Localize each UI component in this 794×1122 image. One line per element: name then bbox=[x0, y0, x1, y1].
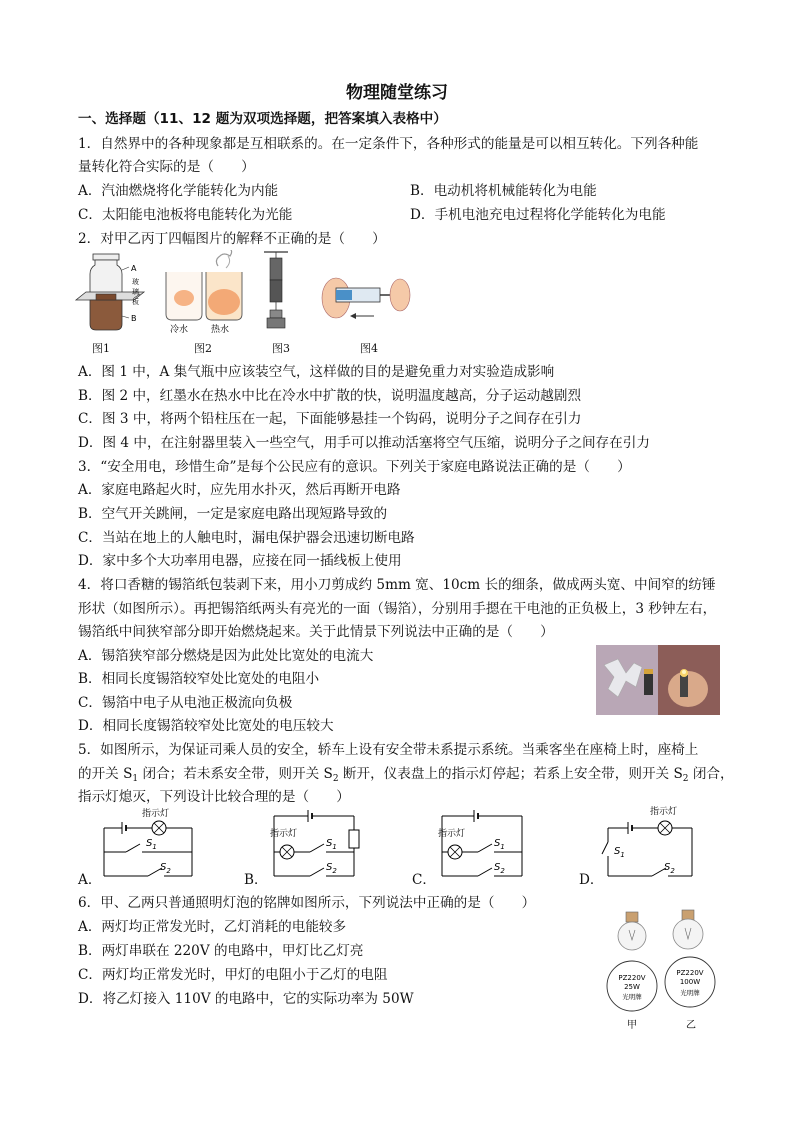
q6-option-c: C．两灯均正常发光时，甲灯的电阻小于乙灯的电阻 bbox=[78, 967, 388, 983]
q4-option-c: C．锡箔中电子从电池正极流向负极 bbox=[78, 695, 293, 711]
switch-s1: $S_1$ bbox=[146, 838, 157, 851]
switch-s1: $S_1$ bbox=[326, 838, 337, 851]
q2-option-d: D．图 4 中，在注射器里装入一些空气，用手可以推动活塞将空气压缩，说明分子之间存在引力 bbox=[78, 435, 650, 451]
fig1-caption: 图1 bbox=[92, 342, 110, 355]
bulb1-power: 25W bbox=[624, 983, 640, 991]
q6-option-a: A．两灯均正常发光时，乙灯消耗的电能较多 bbox=[78, 919, 347, 935]
q5-stem-line1: 5．如图所示，为保证司乘人员的安全，轿车上设有安全带未系提示系统。当乘客坐在座椅上时，座椅上 bbox=[78, 742, 699, 758]
switch-s2: $S_2$ bbox=[160, 862, 171, 875]
fig1-label-a: A bbox=[131, 264, 137, 273]
q2-option-a: A．图 1 中，A 集气瓶中应该装空气，这样做的目的是避免重力对实验造成影响 bbox=[78, 364, 555, 380]
lamp-label: 指示灯 bbox=[438, 829, 466, 839]
q4-option-d: D．相同长度锡箔较窄处比宽处的电压较大 bbox=[78, 718, 334, 734]
switch-s1: $S_1$ bbox=[494, 838, 505, 851]
fig1-glass-label-1: 玻 bbox=[132, 278, 139, 286]
q4-option-b: B．相同长度锡箔较窄处比宽处的电阻小 bbox=[78, 671, 320, 687]
circuit-a bbox=[98, 806, 198, 882]
page-title: 物理随堂练习 bbox=[346, 83, 448, 103]
q6-option-d: D．将乙灯接入 110V 的电路中，它的实际功率为 50W bbox=[78, 991, 414, 1007]
q6-bulbs bbox=[600, 906, 730, 1036]
bulb2-brand: 光明牌 bbox=[680, 989, 700, 997]
q4-stem-line3: 锡箔纸中间狭窄部分即开始燃烧起来。关于此情景下列说法中正确的是（ ） bbox=[78, 624, 554, 640]
q1-option-d: D．手机电池充电过程将化学能转化为电能 bbox=[410, 207, 666, 223]
q5-option-b-label: B． bbox=[244, 872, 268, 888]
fig2-cold-label: 冷水 bbox=[170, 325, 189, 335]
fig3-lead-cylinders bbox=[264, 252, 288, 328]
q1-stem-line2: 量转化符合实际的是（ ） bbox=[78, 159, 255, 175]
q1-option-a: A．汽油燃烧将化学能转化为内能 bbox=[78, 183, 279, 199]
switch-s2: $S_2$ bbox=[326, 862, 337, 875]
q6-stem: 6．甲、乙两只普通照明灯泡的铭牌如图所示，下列说法中正确的是（ ） bbox=[78, 895, 536, 911]
q5-option-c-label: C． bbox=[412, 872, 436, 888]
q2-stem: 2．对甲乙丙丁四幅图片的解释不正确的是（ ） bbox=[78, 231, 386, 247]
fig1-label-b: B bbox=[131, 314, 137, 323]
switch-s2: $S_2$ bbox=[664, 862, 675, 875]
q1-option-c: C．太阳能电池板将电能转化为光能 bbox=[78, 207, 293, 223]
switch-s1: $S_1$ bbox=[614, 846, 625, 859]
q2-option-c: C．图 3 中，将两个铅柱压在一起，下面能够悬挂一个钩码，说明分子之间存在引力 bbox=[78, 411, 582, 427]
q4-photo bbox=[596, 645, 720, 715]
fig2-caption: 图2 bbox=[194, 342, 212, 355]
q3-option-b: B．空气开关跳闸，一定是家庭电路出现短路导致的 bbox=[78, 506, 388, 522]
q4-stem-line1: 4．将口香糖的锡箔纸包装剥下来，用小刀剪成约 5mm 宽、10cm 长的细条，做成两头宽、中间窄的纺锤 bbox=[78, 577, 716, 593]
q1-option-b: B．电动机将机械能转化为电能 bbox=[410, 183, 597, 199]
q5-option-d-label: D． bbox=[579, 872, 604, 888]
q3-option-a: A．家庭电路起火时，应先用水扑灭，然后再断开电路 bbox=[78, 482, 401, 498]
q3-option-d: D．家中多个大功率用电器，应接在同一插线板上使用 bbox=[78, 553, 402, 569]
fig3-caption: 图3 bbox=[272, 342, 290, 355]
fig1-glass-label-3: 板 bbox=[132, 298, 139, 306]
fig2-hot-label: 热水 bbox=[211, 325, 230, 335]
lamp-label: 指示灯 bbox=[270, 829, 298, 839]
circuit-c bbox=[434, 806, 534, 882]
bulb1-name: 甲 bbox=[627, 1020, 637, 1031]
switch-s2: $S_2$ bbox=[494, 862, 505, 875]
q5-stem-line3: 指示灯熄灭，下列设计比较合理的是（ ） bbox=[78, 789, 350, 805]
bulb2-power: 100W bbox=[679, 978, 701, 986]
section-heading: 一、选择题（11、12 题为双项选择题，把答案填入表格中） bbox=[78, 111, 447, 127]
q2-option-b: B．图 2 中，红墨水在热水中比在冷水中扩散的快，说明温度越高，分子运动越剧烈 bbox=[78, 388, 582, 404]
fig4-caption: 图4 bbox=[360, 342, 378, 355]
lamp-label: 指示灯 bbox=[142, 809, 170, 819]
q1-stem-line1: 1．自然界中的各种现象都是互相联系的。在一定条件下，各种形式的能量是可以相互转化。下列各种能 bbox=[78, 136, 699, 152]
bulb1-brand: 光明牌 bbox=[622, 993, 642, 1001]
q6-option-b: B．两灯串联在 220V 的电路中，甲灯比乙灯亮 bbox=[78, 943, 364, 959]
q4-stem-line2: 形状（如图所示）。再把锡箔纸两头有亮光的一面（锡箔），分别用手摁在干电池的正负极上，3 秒钟左右， bbox=[78, 601, 717, 617]
bulb2-model: PZ220V bbox=[676, 969, 704, 977]
q5-option-a-label: A． bbox=[78, 872, 102, 888]
q3-stem: 3．“安全用电，珍惜生命”是每个公民应有的意识。下列关于家庭电路说法正确的是（ ） bbox=[78, 459, 631, 475]
fig4-syringe bbox=[322, 278, 410, 319]
bulb1-model: PZ220V bbox=[618, 974, 646, 982]
fig2-beakers bbox=[166, 250, 242, 320]
q4-option-a: A．锡箔狭窄部分燃烧是因为此处比宽处的电流大 bbox=[78, 648, 374, 664]
lamp-label: 指示灯 bbox=[650, 807, 678, 817]
bulb2-name: 乙 bbox=[686, 1020, 696, 1031]
q5-stem-line2: 的开关 $S_1$ 闭合；若未系安全带，则开关 $S_2$ 断开，仪表盘上的指示灯停起；若系上安全带，则开关 $S_2$ 闭合， bbox=[78, 766, 734, 784]
q3-option-c: C．当站在地上的人触电时，漏电保护器会迅速切断电路 bbox=[78, 530, 415, 546]
fig1-glass-label-2: 璃 bbox=[132, 288, 139, 296]
circuit-b bbox=[266, 806, 370, 882]
circuit-d bbox=[598, 804, 702, 882]
